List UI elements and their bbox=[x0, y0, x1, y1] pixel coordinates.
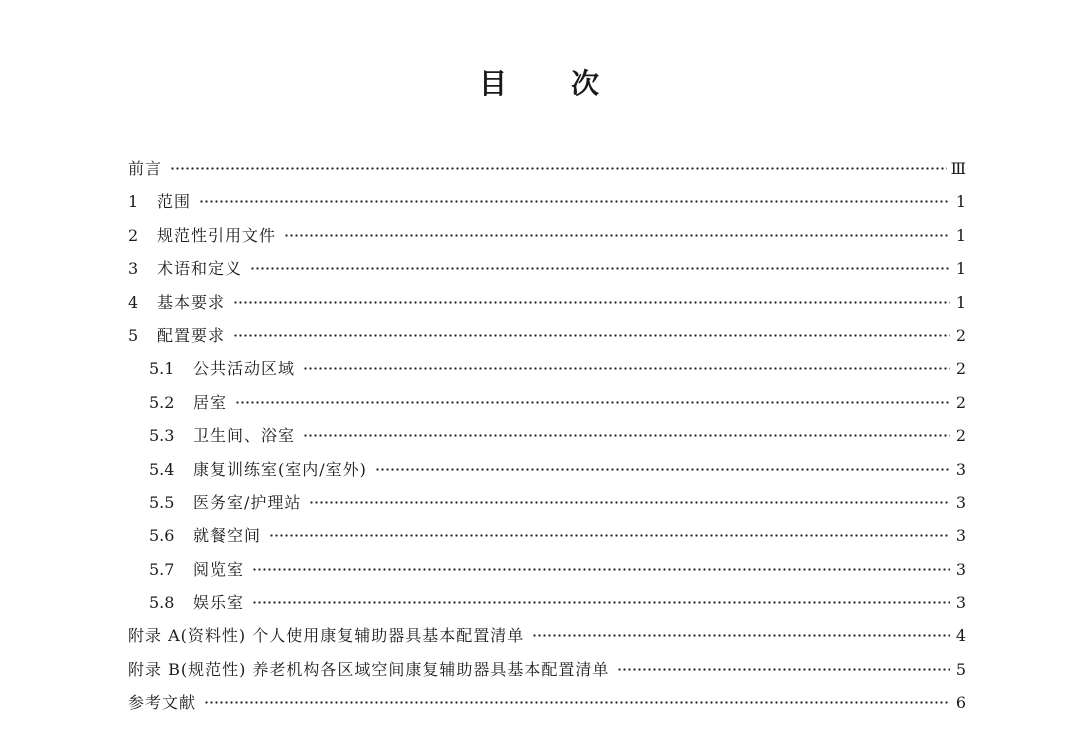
toc-entry-number: 5.8 bbox=[149, 593, 175, 613]
toc-entry[interactable] bbox=[128, 152, 966, 185]
dot-leader bbox=[252, 568, 950, 571]
toc-entry-page: Ⅲ bbox=[950, 159, 966, 178]
toc-entry-label: 前言 bbox=[128, 159, 163, 178]
dot-leader bbox=[303, 434, 950, 437]
dot-leader bbox=[375, 468, 950, 471]
dot-leader bbox=[199, 200, 950, 203]
dot-leader bbox=[269, 534, 950, 537]
dot-leader bbox=[235, 401, 950, 404]
toc-entry[interactable] bbox=[128, 586, 966, 619]
toc-entry-number: 1 bbox=[128, 192, 139, 212]
toc-entry[interactable] bbox=[128, 286, 966, 319]
toc-entry-number: 3 bbox=[128, 259, 139, 279]
toc-entry[interactable] bbox=[128, 252, 966, 285]
dot-leader bbox=[233, 301, 950, 304]
dot-leader bbox=[204, 701, 950, 704]
dot-leader bbox=[532, 634, 950, 637]
toc-entry[interactable] bbox=[128, 219, 966, 252]
toc-entry-page: 1 bbox=[955, 225, 966, 245]
title-char-2: 次 bbox=[571, 67, 602, 100]
dot-leader bbox=[252, 601, 950, 604]
toc-entry-page: 4 bbox=[955, 626, 966, 646]
toc-entry-page: 3 bbox=[955, 459, 966, 479]
toc-entry-label: 医务室/护理站 bbox=[193, 492, 302, 512]
toc-entry[interactable] bbox=[128, 519, 966, 552]
toc-entry-label: 术语和定义 bbox=[157, 259, 243, 279]
toc-entry[interactable] bbox=[128, 319, 966, 352]
toc-entry[interactable] bbox=[128, 486, 966, 519]
toc-entry-label: 卫生间、浴室 bbox=[193, 426, 296, 446]
toc-entry-label: 康复训练室(室内/室外) bbox=[193, 459, 367, 479]
toc-entry-number: 4 bbox=[128, 292, 139, 312]
toc-entry-label: 娱乐室 bbox=[193, 593, 245, 613]
dot-leader bbox=[233, 334, 950, 337]
toc-entry[interactable] bbox=[128, 686, 966, 719]
toc-entry-label: 居室 bbox=[193, 392, 228, 412]
toc-entry[interactable] bbox=[128, 619, 966, 652]
page-title bbox=[0, 62, 1080, 102]
toc-entry-number: 5.4 bbox=[149, 459, 175, 479]
toc-entry[interactable] bbox=[128, 419, 966, 452]
toc-entry-label: 参考文献 bbox=[128, 693, 197, 713]
toc-entry-page: 3 bbox=[955, 492, 966, 512]
dot-leader bbox=[303, 367, 950, 370]
toc-entry-number: 5.5 bbox=[149, 492, 175, 512]
dot-leader bbox=[617, 668, 950, 671]
toc-entry[interactable] bbox=[128, 352, 966, 385]
toc-entry-label: 范围 bbox=[157, 192, 192, 212]
dot-leader bbox=[250, 267, 950, 270]
toc-entry[interactable] bbox=[128, 653, 966, 686]
dot-leader bbox=[309, 501, 950, 504]
toc-entry-label: 阅览室 bbox=[193, 559, 245, 579]
toc-entry-page: 2 bbox=[955, 359, 966, 379]
toc-entry-label: 就餐空间 bbox=[193, 526, 262, 546]
toc-entry-label: 附录 B(规范性) 养老机构各区域空间康复辅助器具基本配置清单 bbox=[128, 659, 610, 679]
toc-entry-page: 1 bbox=[955, 292, 966, 312]
toc-entry-page: 2 bbox=[955, 392, 966, 412]
toc-entry-number: 5.1 bbox=[149, 359, 175, 379]
toc-entry-label: 配置要求 bbox=[157, 325, 226, 345]
toc-entry-label: 基本要求 bbox=[157, 292, 226, 312]
toc-entry[interactable] bbox=[128, 453, 966, 486]
toc-entry-page: 3 bbox=[955, 526, 966, 546]
toc-entry[interactable] bbox=[128, 553, 966, 586]
toc-entry-page: 1 bbox=[955, 259, 966, 279]
toc-entry-number: 5 bbox=[128, 325, 139, 345]
toc-entry-number: 5.3 bbox=[149, 426, 175, 446]
toc-entry-page: 3 bbox=[955, 559, 966, 579]
toc-entry[interactable] bbox=[128, 386, 966, 419]
toc-entry[interactable] bbox=[128, 185, 966, 218]
dot-leader bbox=[170, 167, 947, 170]
toc-entry-number: 5.2 bbox=[149, 392, 175, 412]
toc-entry-page: 6 bbox=[955, 693, 966, 713]
dot-leader bbox=[284, 234, 950, 237]
toc-entry-page: 2 bbox=[955, 325, 966, 345]
toc-entry-number: 5.7 bbox=[149, 559, 175, 579]
toc-entry-number: 2 bbox=[128, 225, 139, 245]
title-char-1: 目 bbox=[478, 67, 509, 100]
toc-entry-page: 2 bbox=[955, 426, 966, 446]
toc-entry-page: 1 bbox=[955, 192, 966, 212]
table-of-contents bbox=[128, 152, 966, 720]
toc-entry-label: 规范性引用文件 bbox=[157, 225, 277, 245]
toc-entry-page: 5 bbox=[955, 659, 966, 679]
toc-entry-label: 公共活动区域 bbox=[193, 359, 296, 379]
toc-entry-label: 附录 A(资料性) 个人使用康复辅助器具基本配置清单 bbox=[128, 626, 525, 646]
toc-entry-number: 5.6 bbox=[149, 526, 175, 546]
toc-entry-page: 3 bbox=[955, 593, 966, 613]
